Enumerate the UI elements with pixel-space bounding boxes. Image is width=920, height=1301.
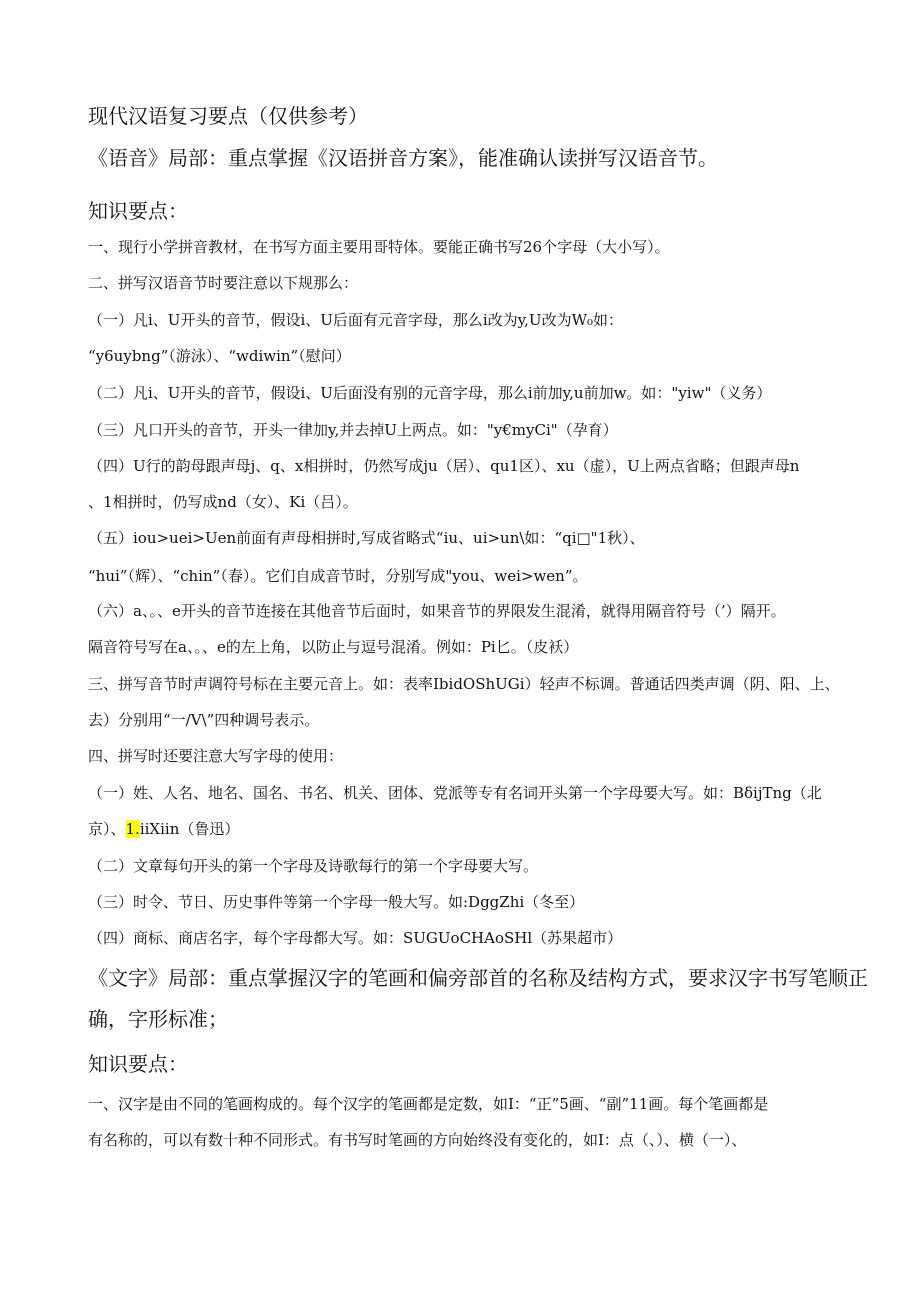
paragraph-text: iiXiin（鲁迅） <box>139 820 240 838</box>
document-title: 现代汉语复习要点（仅供参考） <box>88 104 368 128</box>
paragraph: （二）文章每句开头的第一个字母及诗歌每行的第一个字母要大写。 <box>88 857 539 875</box>
paragraph: （五）iou>uei>Uen前面有声母相拼时,写成省略式“iu、ui>un\如：“qi□"1秋）、 <box>88 529 645 547</box>
knowledge-heading: 知识要点： <box>88 1052 188 1076</box>
paragraph: 二、拼写汉语音节时要注意以下规那么： <box>88 274 359 292</box>
paragraph: 去）分别用“一/V\”四种调号表示。 <box>88 711 320 729</box>
writing-section-heading: 确，字形标准； <box>88 1007 228 1031</box>
paragraph: 、1相拼时，仍写成nd（女）、Ki（吕）。 <box>88 493 358 511</box>
paragraph: 一、汉字是由不同的笔画构成的。每个汉字的笔画都是定数，如I：“正”5画、“副”11画。每个笔画都是 <box>88 1095 769 1113</box>
knowledge-heading: 知识要点： <box>88 199 188 223</box>
writing-section-heading: 《文字》局部：重点掌握汉字的笔画和偏旁部首的名称及结构方式，要求汉字书写笔顺正 <box>88 966 868 990</box>
paragraph: 四、拼写时还要注意大写字母的使用： <box>88 747 344 765</box>
paragraph: 三、拼写音节时声调符号标在主要元音上。如：表率IbidOShUGi）轻声不标调。普通话四类声调（阴、阳、上、 <box>88 675 840 693</box>
paragraph: （二）凡i、U开头的音节，假设i、U后面没有别的元音字母，那么i前加y,u前加w。如："yiw"（义务） <box>88 384 772 402</box>
paragraph: （三）时令、节日、历史事件等第一个字母一般大写。如:DggZhi（冬至） <box>88 893 585 911</box>
paragraph: “y6uybng”（游泳）、“wdiwin”（慰问） <box>88 347 351 365</box>
pinyin-section-heading: 《语音》局部：重点掌握《汉语拼音方案》，能准确认读拼写汉语音节。 <box>88 146 718 170</box>
paragraph: 有名称的，可以有数十种不同形式。有书写时笔画的方向始终没有变化的，如I：点（、）、横（一）、 <box>88 1131 747 1149</box>
paragraph-text: 京）、 <box>88 820 126 838</box>
paragraph: 隔音符号写在a、。、e的左上角，以防止与逗号混淆。例如：Pi匕。（皮袄） <box>88 638 579 656</box>
paragraph: （四）商标、商店名字，每个字母都大写。如：SUGUoCHAoSHl（苏果超市） <box>88 929 623 947</box>
paragraph <box>88 819 239 839</box>
paragraph: （一）凡i、U开头的音节，假设i、U后面有元音字母，那么i改为y,U改为W₀如： <box>88 311 624 329</box>
highlighted-text: 1. <box>125 820 140 838</box>
paragraph: （六）a、。、e开头的音节连接在其他音节后面时，如果音节的界限发生混淆，就得用隔音符号（’）隔开。 <box>88 602 786 620</box>
paragraph: “hui”（辉）、“chin”（春）。它们自成音节时，分别写成"you、wei>wen”。 <box>88 567 588 585</box>
paragraph: （四）U行的韵母跟声母j、q、x相拼时，仍然写成ju（居）、qu1区）、xu（虚），U上两点省略；但跟声母n <box>88 457 800 475</box>
paragraph: （一）姓、人名、地名、国名、书名、机关、团体、党派等专有名词开头第一个字母要大写。如：BδijTng（北 <box>88 784 822 802</box>
paragraph: 一、现行小学拼音教材，在书写方面主要用哥特体。要能正确书写26个字母（大小写）。 <box>88 238 670 256</box>
paragraph: （三）凡口开头的音节，开头一律加y,并去掉U上两点。如："y€myCi"（孕育） <box>88 421 618 439</box>
